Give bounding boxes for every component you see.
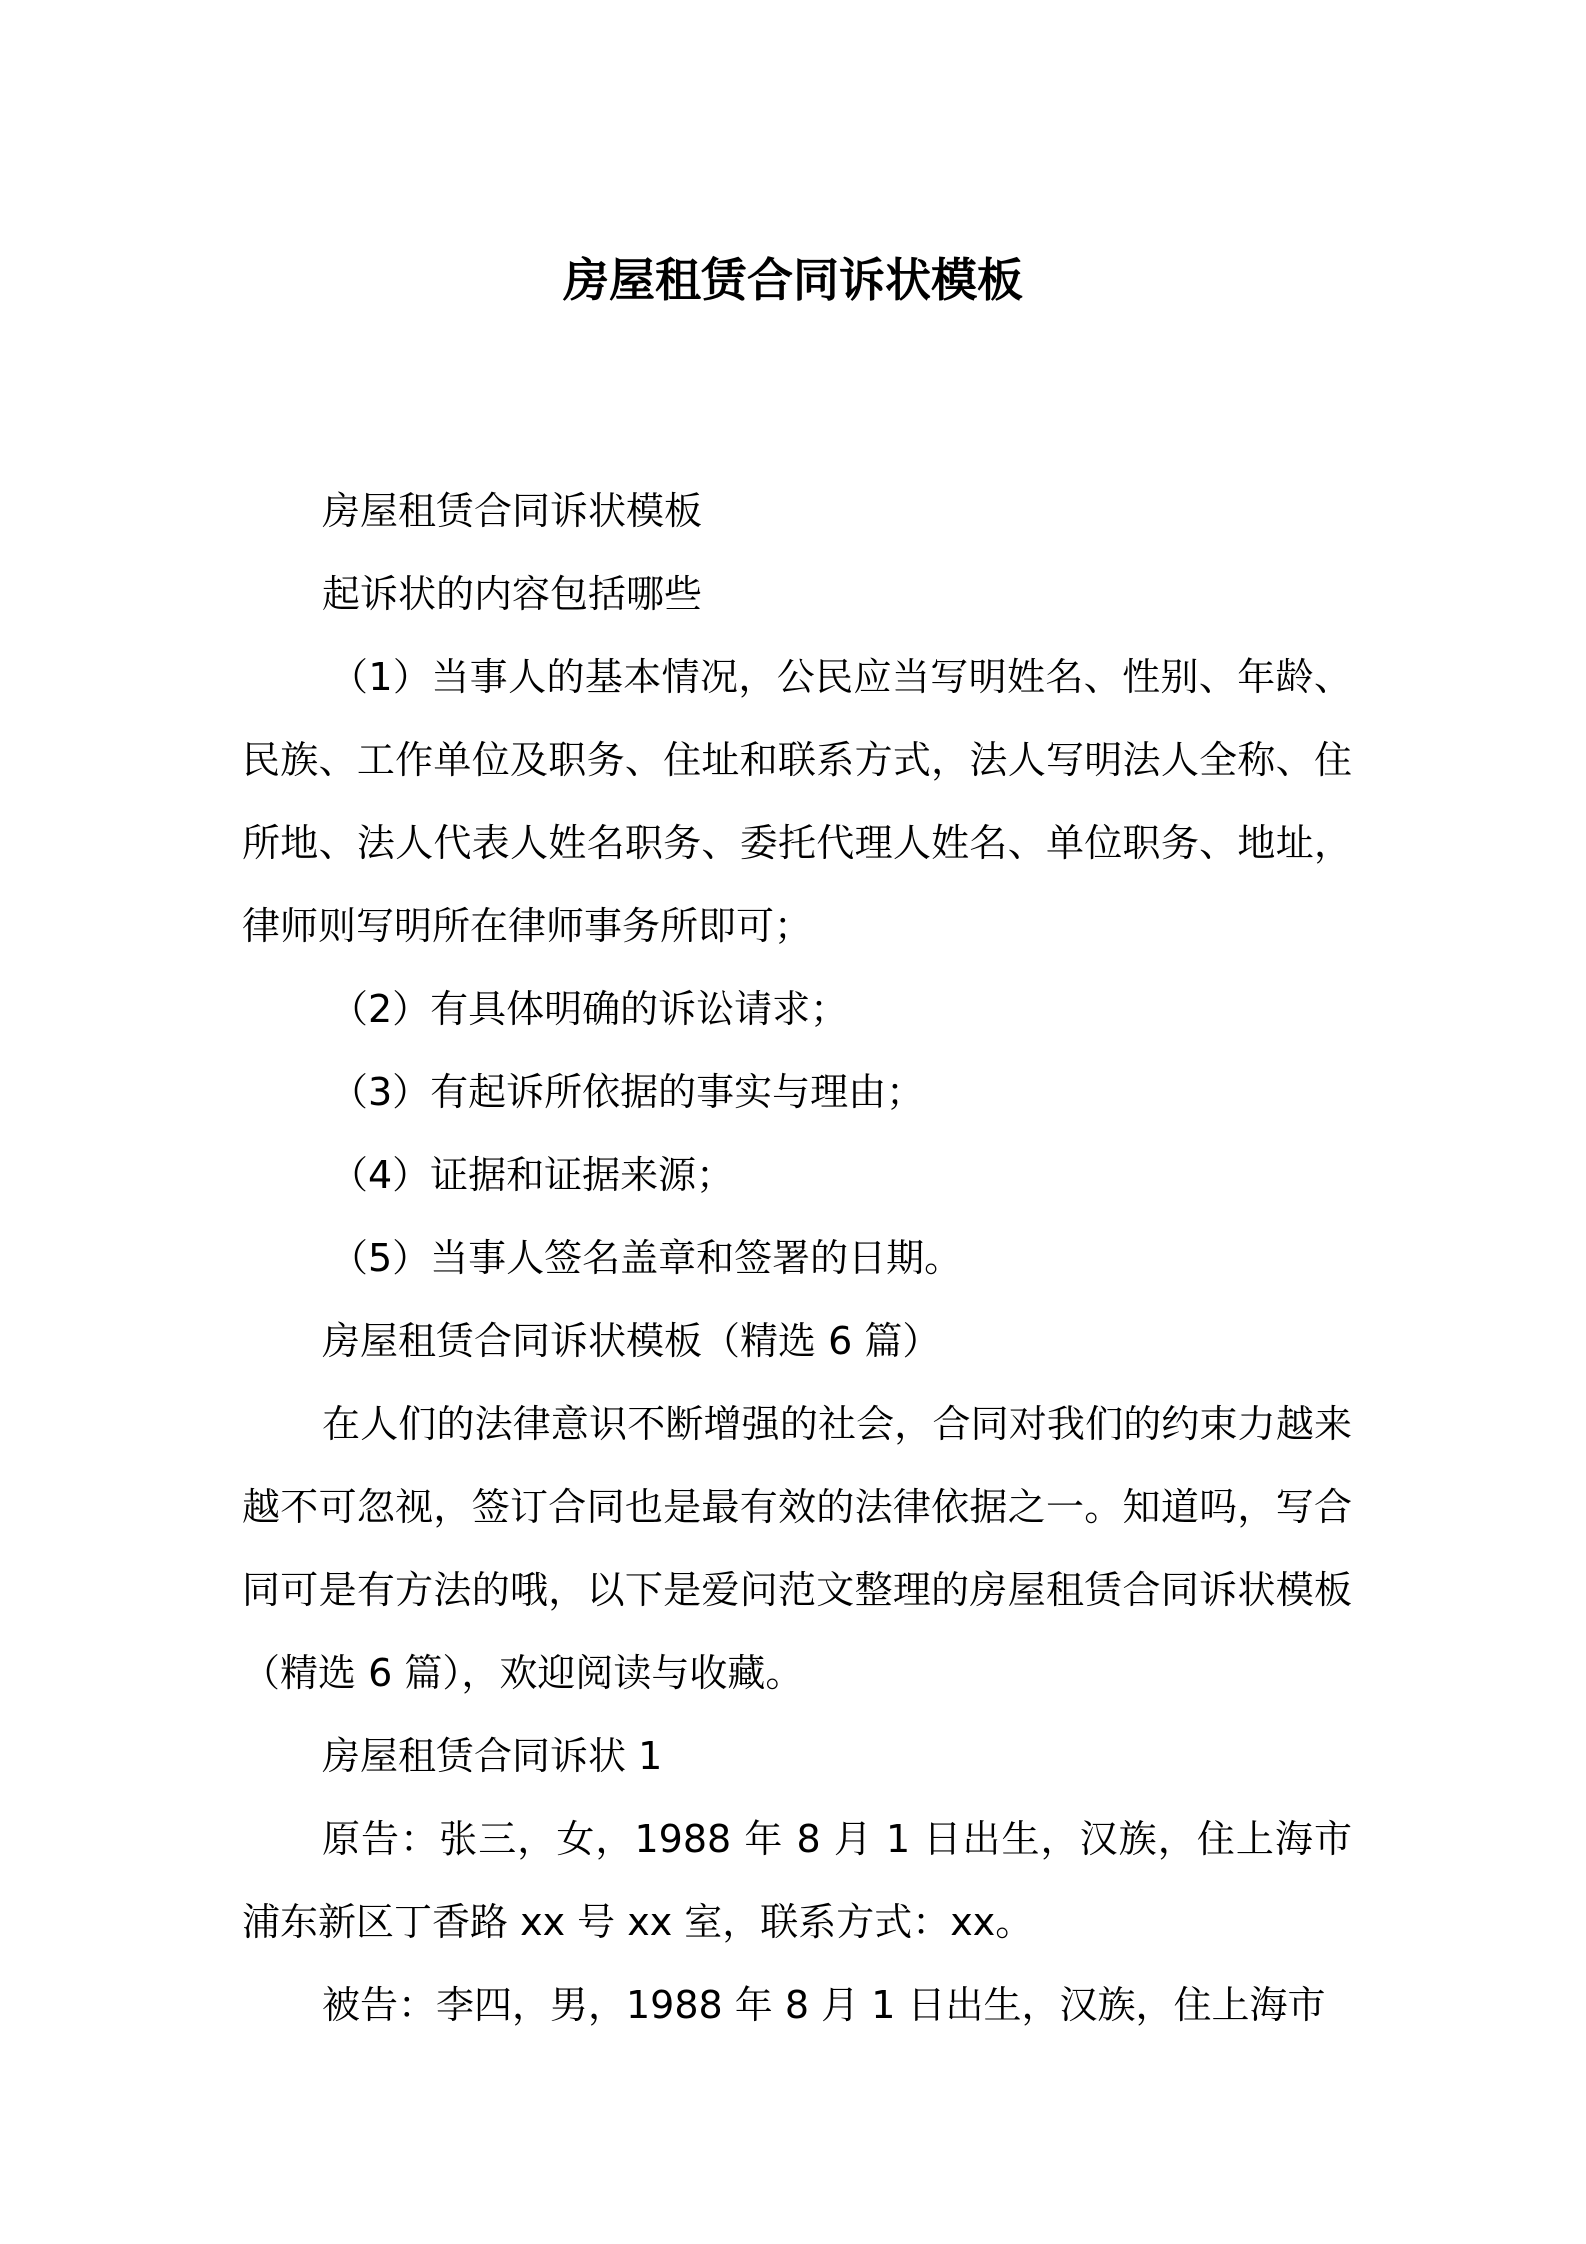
list-item-1: （1）当事人的基本情况，公民应当写明姓名、性别、年龄、民族、工作单位及职务、住址和联系方式，法人写明法人全称、住所地、法人代表人姓名职务、委托代理人姓名、单位职务、地址，律师则写明所在律师事务所即可； bbox=[242, 655, 1352, 948]
list-item-5: （5）当事人签名盖章和签署的日期。 bbox=[330, 1236, 963, 1280]
list-item-3: （3）有起诉所依据的事实与理由； bbox=[330, 1070, 925, 1114]
document-body bbox=[242, 470, 1352, 2047]
paragraph-question: 起诉状的内容包括哪些 bbox=[322, 572, 703, 616]
section-heading: 房屋租赁合同诉状模板（精选 6 篇） bbox=[322, 1319, 941, 1363]
intro-paragraph: 在人们的法律意识不断增强的社会，合同对我们的约束力越来越不可忽视，签订合同也是最有效的法律依据之一。知道吗，写合同可是有方法的哦，以下是爱问范文整理的房屋租赁合同诉状模板（精选 6 篇），欢迎阅读与收藏。 bbox=[242, 1402, 1352, 1695]
defendant-paragraph: 被告：李四，男，1988 年 8 月 1 日出生，汉族，住上海市 bbox=[322, 1983, 1326, 2027]
list-item-4: （4）证据和证据来源； bbox=[330, 1153, 735, 1197]
paragraph-subtitle: 房屋租赁合同诉状模板 bbox=[322, 489, 703, 533]
sample-heading: 房屋租赁合同诉状 1 bbox=[322, 1734, 663, 1778]
plaintiff-paragraph: 原告：张三，女，1988 年 8 月 1 日出生，汉族，住上海市浦东新区丁香路 xx 号 xx 室，联系方式：xx。 bbox=[242, 1817, 1352, 1944]
document-title: 房屋租赁合同诉状模板 bbox=[563, 253, 1023, 307]
list-item-2: （2）有具体明确的诉讼请求； bbox=[330, 987, 849, 1031]
